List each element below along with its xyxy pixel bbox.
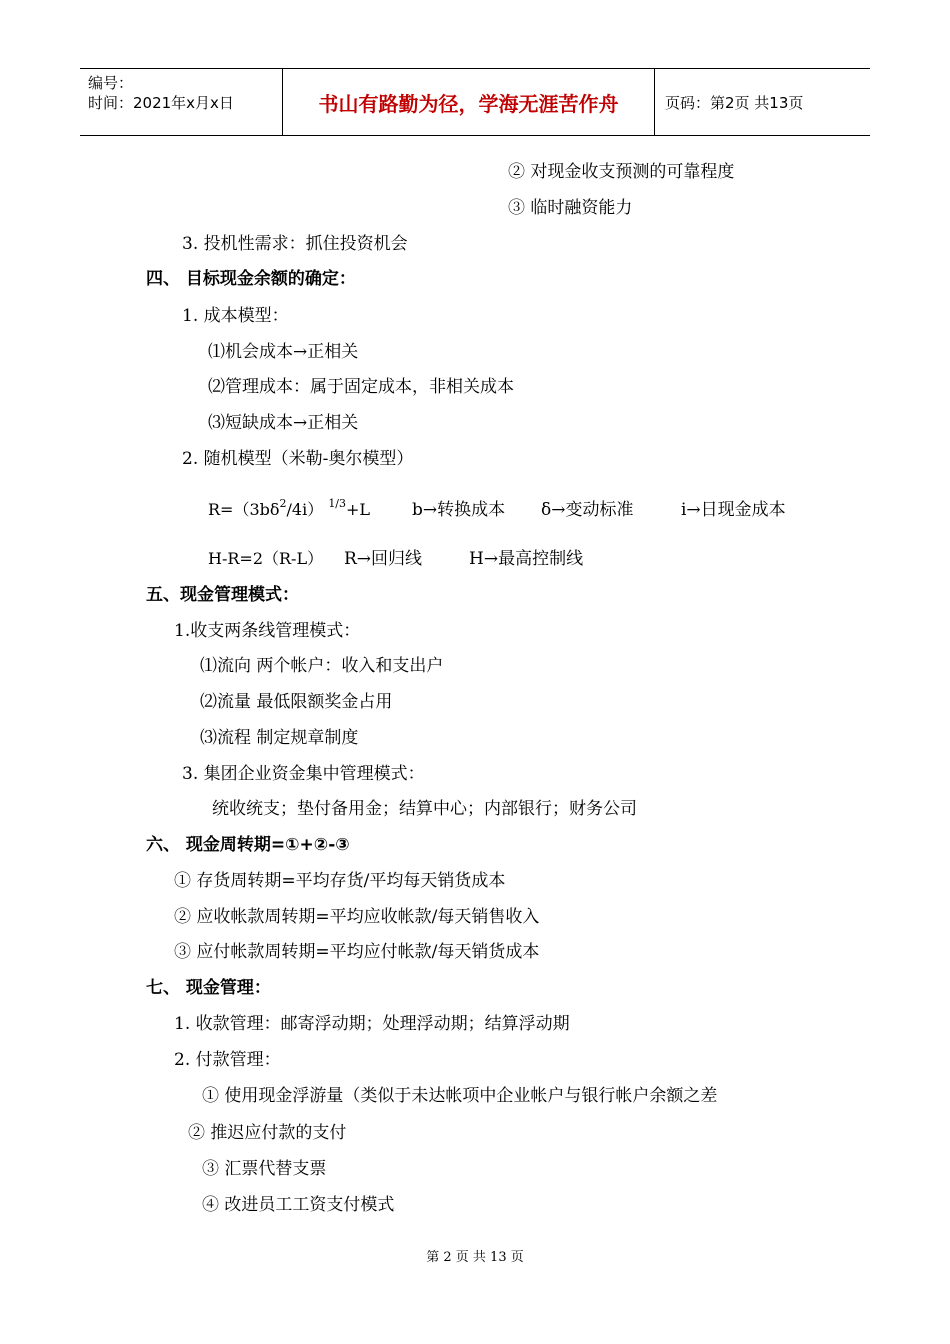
formula-r-exponent: 2 (279, 497, 287, 510)
section-heading-4: 四、 目标现金余额的确定： (146, 269, 356, 289)
list-item: ① 存货周转期=平均存货/平均每天销货成本 (174, 871, 506, 891)
formula-r-def: R→回归线 (344, 549, 423, 569)
formula-r-tail: +L (346, 500, 371, 519)
list-item: ② 推迟应付款的支付 (188, 1123, 347, 1143)
list-item: ⑶短缺成本→正相关 (208, 413, 359, 433)
formula-b-def: b→转换成本 (412, 500, 506, 520)
section-heading-6: 六、 现金周转期=①+②-③ (146, 835, 350, 855)
list-item: ⑵流量 最低限额奖金占用 (200, 692, 393, 712)
page-header (80, 68, 870, 136)
list-item: ③ 应付帐款周转期=平均应付帐款/每天销货成本 (174, 942, 540, 962)
section-heading-5: 五、现金管理模式： (146, 585, 299, 605)
list-item: ② 应收帐款周转期=平均应收帐款/每天销售收入 (174, 907, 540, 927)
header-meta (80, 69, 283, 135)
header-time: 时间：2021年x月x日 (88, 94, 234, 112)
list-item: 3. 集团企业资金集中管理模式： (182, 764, 425, 784)
formula-r-root: 1/3 (328, 497, 347, 510)
list-item: ① 使用现金浮游量（类似于未达帐项中企业帐户与银行帐户余额之差 (202, 1086, 718, 1106)
list-item: 1. 收款管理：邮寄浮动期；处理浮动期；结算浮动期 (174, 1014, 570, 1034)
formula-h-def: H→最高控制线 (469, 549, 584, 569)
page-footer: 第 2 页 共 13 页 (426, 1250, 524, 1265)
formula-delta-def: δ→变动标准 (541, 500, 634, 520)
list-item: 2. 付款管理： (174, 1050, 281, 1070)
list-item: ③ 临时融资能力 (508, 198, 633, 218)
list-item: ② 对现金收支预测的可靠程度 (508, 162, 735, 182)
list-item: 2. 随机模型（米勒-奥尔模型） (182, 449, 414, 469)
list-item: 3. 投机性需求：抓住投资机会 (182, 234, 408, 254)
formula-i-def: i→日现金成本 (681, 500, 786, 520)
formula-r (0, 498, 950, 524)
formula-hr (0, 547, 950, 573)
formula-r-expression (208, 498, 370, 522)
list-item: ⑴流向 两个帐户：收入和支出户 (200, 656, 444, 676)
list-item: ⑴机会成本→正相关 (208, 342, 359, 362)
list-item: ⑵管理成本：属于固定成本，非相关成本 (208, 377, 514, 397)
list-item: ⑶流程 制定规章制度 (200, 728, 359, 748)
list-item: 统收统支；垫付备用金；结算中心；内部银行；财务公司 (212, 799, 637, 819)
header-motto: 书山有路勤为径，学海无涯苦作舟 (283, 69, 655, 135)
section-heading-7: 七、 现金管理： (146, 978, 271, 998)
list-item: 1.收支两条线管理模式： (174, 621, 361, 641)
list-item: ④ 改进员工工资支付模式 (202, 1195, 395, 1215)
header-number: 编号： (88, 74, 134, 92)
formula-r-mid: /4i） (286, 500, 324, 519)
header-page-info: 页码：第2页 共13页 (665, 93, 804, 112)
list-item: ③ 汇票代替支票 (202, 1159, 327, 1179)
list-item: 1. 成本模型： (182, 306, 289, 326)
formula-r-lhs: R=（3bδ (208, 500, 280, 519)
formula-hr-expression: H-R=2（R-L） (208, 549, 324, 568)
